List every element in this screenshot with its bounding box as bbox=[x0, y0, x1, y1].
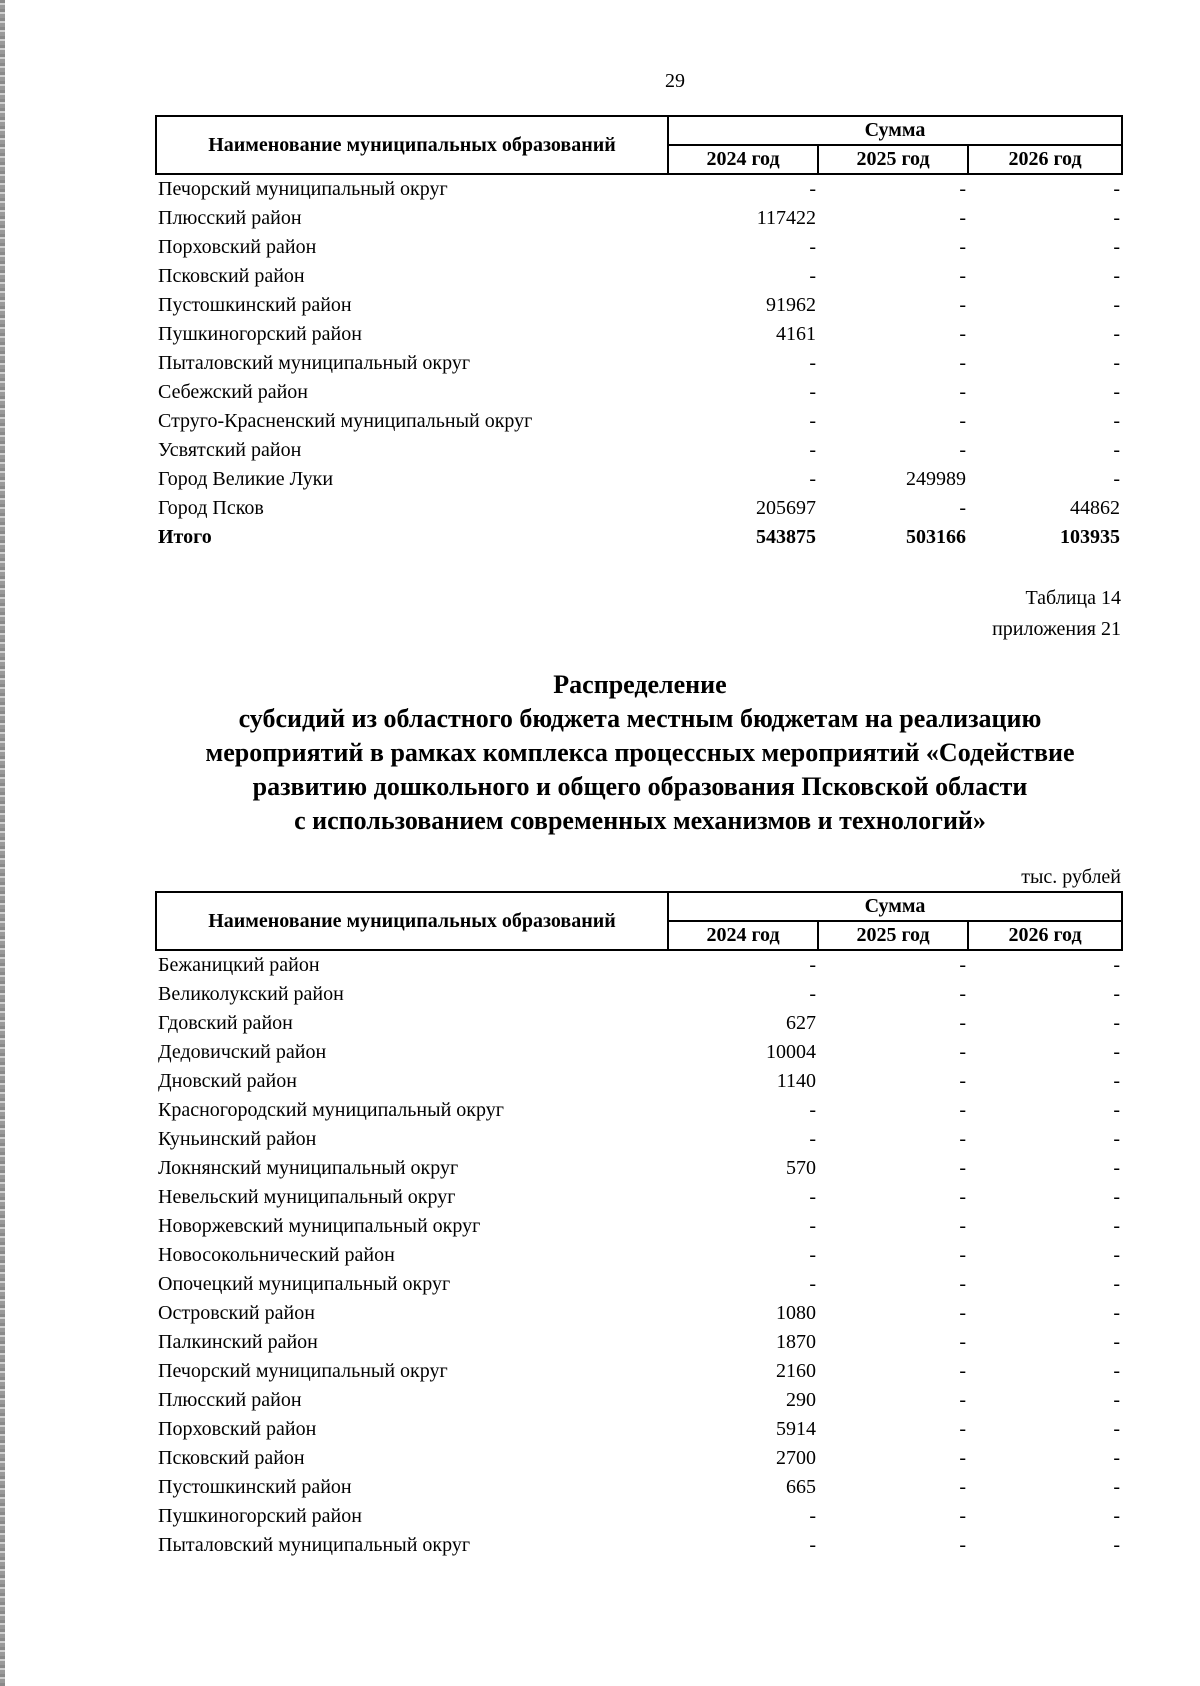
title-line: мероприятий в рамках комплекса процессных мероприятий «Содействие bbox=[205, 738, 1075, 767]
table-row bbox=[156, 262, 1122, 291]
table-row bbox=[156, 204, 1122, 233]
cell-2025: - bbox=[959, 1534, 966, 1556]
cell-2025: - bbox=[959, 1244, 966, 1266]
cell-name: Порховский район bbox=[158, 236, 317, 258]
title-line: с использованием современных механизмов и технологий» bbox=[294, 806, 986, 835]
cell-name: Гдовский район bbox=[158, 1012, 293, 1034]
cell-2024: - bbox=[809, 236, 816, 258]
table-row bbox=[156, 1183, 1122, 1212]
cell-name: Пыталовский муниципальный округ bbox=[158, 1534, 471, 1556]
table-row bbox=[156, 1502, 1122, 1531]
table-13-header bbox=[156, 116, 1122, 174]
cell-name: Пушкиногорский район bbox=[158, 1505, 362, 1527]
cell-2024: - bbox=[809, 352, 816, 374]
cell-2026: - bbox=[1113, 236, 1121, 258]
cell-2025: - bbox=[959, 178, 966, 200]
table-row bbox=[156, 349, 1122, 378]
cell-name: Порховский район bbox=[158, 1418, 317, 1440]
table-row bbox=[156, 1125, 1122, 1154]
table-row bbox=[156, 1473, 1122, 1502]
table-row bbox=[156, 494, 1122, 523]
cell-2025: - bbox=[959, 497, 966, 519]
cell-2026: - bbox=[1113, 1215, 1121, 1237]
title-line: Распределение bbox=[553, 670, 727, 699]
cell-name: Новоржевский муниципальный округ bbox=[158, 1215, 481, 1237]
cell-2026: - bbox=[1113, 1505, 1121, 1527]
cell-name: Дедовичский район bbox=[158, 1041, 327, 1063]
table-row bbox=[156, 1067, 1122, 1096]
cell-2026: - bbox=[1113, 1302, 1121, 1324]
column-header-2025: 2025 год bbox=[818, 145, 968, 174]
cell-2025: - bbox=[959, 1360, 966, 1382]
table-row bbox=[156, 1038, 1122, 1067]
cell-name: Бежаницкий район bbox=[158, 954, 320, 976]
column-header-sum: Сумма bbox=[668, 892, 1122, 921]
cell-name: Пустошкинский район bbox=[158, 294, 352, 316]
cell-name: Печорский муниципальный округ bbox=[158, 1360, 448, 1382]
cell-2026: - bbox=[1113, 381, 1121, 403]
cell-2026: - bbox=[1113, 265, 1121, 287]
table-row bbox=[156, 980, 1122, 1009]
table-row bbox=[156, 1531, 1122, 1560]
cell-2025: - bbox=[959, 1186, 966, 1208]
cell-2024: - bbox=[809, 178, 816, 200]
cell-2025: - bbox=[959, 1505, 966, 1527]
cell-2025: - bbox=[959, 1128, 966, 1150]
cell-2025: - bbox=[959, 294, 966, 316]
cell-name: Палкинский район bbox=[158, 1331, 318, 1353]
cell-2026: - bbox=[1113, 1099, 1121, 1121]
cell-2026: - bbox=[1113, 410, 1121, 432]
table-row bbox=[156, 174, 1122, 204]
total-row bbox=[156, 523, 1122, 552]
cell-name: Струго-Красненский муниципальный округ bbox=[158, 410, 533, 432]
cell-2024: - bbox=[809, 1273, 816, 1295]
cell-2026: 103935 bbox=[1060, 526, 1121, 548]
column-header-2026: 2026 год bbox=[968, 145, 1122, 174]
table-13-body bbox=[156, 174, 1122, 552]
cell-2024: - bbox=[809, 1244, 816, 1266]
table-row bbox=[156, 1299, 1122, 1328]
cell-2025: - bbox=[959, 983, 966, 1005]
cell-name: Город Великие Луки bbox=[158, 468, 334, 490]
page-number: 29 bbox=[665, 70, 685, 92]
table-row bbox=[156, 1386, 1122, 1415]
table-14-header bbox=[156, 892, 1122, 950]
cell-2025: - bbox=[959, 1476, 966, 1498]
cell-2026: 44862 bbox=[1070, 497, 1121, 519]
table-caption-appendix: приложения 21 bbox=[992, 618, 1121, 640]
cell-2024: 205697 bbox=[756, 497, 816, 519]
cell-2025: - bbox=[959, 1041, 966, 1063]
cell-2024: - bbox=[809, 983, 816, 1005]
cell-2025: - bbox=[959, 207, 966, 229]
table-row bbox=[156, 1328, 1122, 1357]
cell-name: Плюсский район bbox=[158, 1389, 302, 1411]
cell-2024: 2700 bbox=[776, 1447, 816, 1469]
cell-2026: - bbox=[1113, 1389, 1121, 1411]
table-row bbox=[156, 320, 1122, 349]
table-row bbox=[156, 465, 1122, 494]
cell-2025: - bbox=[959, 954, 966, 976]
column-header-2026: 2026 год bbox=[968, 921, 1122, 950]
cell-2024: 543875 bbox=[756, 526, 816, 548]
cell-2026: - bbox=[1113, 1128, 1121, 1150]
table-row bbox=[156, 1415, 1122, 1444]
cell-2024: 1140 bbox=[776, 1070, 816, 1092]
cell-2024: - bbox=[809, 1215, 816, 1237]
cell-2026: - bbox=[1113, 352, 1121, 374]
cell-2026: - bbox=[1113, 207, 1121, 229]
cell-2026: - bbox=[1113, 954, 1121, 976]
title-line: субсидий из областного бюджета местным бюджетам на реализацию bbox=[238, 704, 1042, 733]
cell-2026: - bbox=[1113, 323, 1121, 345]
cell-2024: 1870 bbox=[776, 1331, 816, 1353]
cell-2024: - bbox=[809, 1128, 816, 1150]
column-header-sum: Сумма bbox=[668, 116, 1122, 145]
cell-name: Великолукский район bbox=[158, 983, 344, 1005]
cell-2025: 249989 bbox=[906, 468, 966, 490]
cell-2024: - bbox=[809, 1186, 816, 1208]
cell-2025: - bbox=[959, 236, 966, 258]
cell-2025: - bbox=[959, 1099, 966, 1121]
cell-name: Локнянский муниципальный округ bbox=[158, 1157, 459, 1179]
cell-2024: 2160 bbox=[776, 1360, 816, 1382]
cell-2026: - bbox=[1113, 1041, 1121, 1063]
cell-2026: - bbox=[1113, 1244, 1121, 1266]
table-row bbox=[156, 407, 1122, 436]
table-13 bbox=[155, 115, 1123, 552]
cell-2025: - bbox=[959, 1447, 966, 1469]
cell-name: Псковский район bbox=[158, 1447, 305, 1469]
cell-2026: - bbox=[1113, 1331, 1121, 1353]
cell-2024: 1080 bbox=[776, 1302, 816, 1324]
cell-2026: - bbox=[1113, 1012, 1121, 1034]
cell-2025: - bbox=[959, 1418, 966, 1440]
cell-2024: 91962 bbox=[766, 294, 816, 316]
cell-2025: - bbox=[959, 323, 966, 345]
cell-2025: - bbox=[959, 1215, 966, 1237]
table-caption-number: Таблица 14 bbox=[1025, 587, 1121, 609]
cell-2026: - bbox=[1113, 1534, 1121, 1556]
cell-2026: - bbox=[1113, 1186, 1121, 1208]
cell-2024: - bbox=[809, 954, 816, 976]
cell-2025: - bbox=[959, 1389, 966, 1411]
cell-name: Островский район bbox=[158, 1302, 315, 1324]
cell-2024: 627 bbox=[786, 1012, 816, 1034]
cell-2025: - bbox=[959, 1302, 966, 1324]
cell-2025: - bbox=[959, 352, 966, 374]
cell-name: Пыталовский муниципальный округ bbox=[158, 352, 471, 374]
cell-2024: - bbox=[809, 265, 816, 287]
table-row bbox=[156, 1241, 1122, 1270]
cell-name: Куньинский район bbox=[158, 1128, 317, 1150]
table-row bbox=[156, 291, 1122, 320]
cell-2025: - bbox=[959, 439, 966, 461]
cell-2024: 665 bbox=[786, 1476, 816, 1498]
cell-2026: - bbox=[1113, 1157, 1121, 1179]
cell-2024: - bbox=[809, 1099, 816, 1121]
table-row bbox=[156, 436, 1122, 465]
cell-2024: - bbox=[809, 468, 816, 490]
column-header-name: Наименование муниципальных образований bbox=[156, 116, 668, 174]
cell-2024: - bbox=[809, 381, 816, 403]
cell-2026: - bbox=[1113, 294, 1121, 316]
cell-2025: - bbox=[959, 1273, 966, 1295]
cell-name: Красногородский муниципальный округ bbox=[158, 1099, 504, 1121]
cell-2025: - bbox=[959, 1012, 966, 1034]
cell-name: Пустошкинский район bbox=[158, 1476, 352, 1498]
scan-edge bbox=[0, 0, 5, 1686]
cell-2025: - bbox=[959, 410, 966, 432]
table-row bbox=[156, 950, 1122, 980]
table-caption bbox=[992, 583, 1121, 645]
cell-name: Дновский район bbox=[158, 1070, 297, 1092]
title-line: развитию дошкольного и общего образования Псковской области bbox=[252, 772, 1028, 801]
table-row bbox=[156, 1357, 1122, 1386]
table-row bbox=[156, 378, 1122, 407]
cell-2025: - bbox=[959, 381, 966, 403]
cell-2026: - bbox=[1113, 1476, 1121, 1498]
cell-name: Псковский район bbox=[158, 265, 305, 287]
table-row bbox=[156, 233, 1122, 262]
cell-2025: 503166 bbox=[906, 526, 966, 548]
unit-label: тыс. рублей bbox=[1021, 866, 1121, 888]
cell-2026: - bbox=[1113, 439, 1121, 461]
cell-2024: - bbox=[809, 439, 816, 461]
cell-2026: - bbox=[1113, 178, 1121, 200]
cell-2024: 10004 bbox=[766, 1041, 816, 1063]
column-header-name: Наименование муниципальных образований bbox=[156, 892, 668, 950]
cell-2024: 570 bbox=[786, 1157, 816, 1179]
cell-2025: - bbox=[959, 1070, 966, 1092]
table-14 bbox=[155, 891, 1123, 1560]
column-header-2024: 2024 год bbox=[668, 145, 818, 174]
cell-name: Себежский район bbox=[158, 381, 308, 403]
cell-2025: - bbox=[959, 265, 966, 287]
cell-name: Печорский муниципальный округ bbox=[158, 178, 448, 200]
cell-name: Невельский муниципальный округ bbox=[158, 1186, 456, 1208]
cell-2024: 290 bbox=[786, 1389, 816, 1411]
cell-name: Пушкиногорский район bbox=[158, 323, 362, 345]
cell-name: Город Псков bbox=[158, 497, 264, 519]
cell-name: Опочецкий муниципальный округ bbox=[158, 1273, 451, 1295]
cell-2024: - bbox=[809, 410, 816, 432]
cell-2026: - bbox=[1113, 1447, 1121, 1469]
cell-2024: 117422 bbox=[756, 207, 816, 229]
cell-2024: 5914 bbox=[776, 1418, 816, 1440]
document-title bbox=[100, 668, 1180, 838]
cell-name: Плюсский район bbox=[158, 207, 302, 229]
column-header-2025: 2025 год bbox=[818, 921, 968, 950]
cell-2026: - bbox=[1113, 1360, 1121, 1382]
table-row bbox=[156, 1009, 1122, 1038]
cell-name: Новосокольнический район bbox=[158, 1244, 395, 1266]
cell-2025: - bbox=[959, 1331, 966, 1353]
cell-2026: - bbox=[1113, 468, 1121, 490]
cell-2024: 4161 bbox=[776, 323, 816, 345]
column-header-2024: 2024 год bbox=[668, 921, 818, 950]
table-14-body bbox=[156, 950, 1122, 1560]
table-row bbox=[156, 1212, 1122, 1241]
cell-name: Усвятский район bbox=[158, 439, 302, 461]
cell-2025: - bbox=[959, 1157, 966, 1179]
cell-2024: - bbox=[809, 1505, 816, 1527]
cell-2026: - bbox=[1113, 983, 1121, 1005]
cell-2026: - bbox=[1113, 1273, 1121, 1295]
cell-2024: - bbox=[809, 1534, 816, 1556]
table-row bbox=[156, 1444, 1122, 1473]
cell-2026: - bbox=[1113, 1070, 1121, 1092]
table-row bbox=[156, 1154, 1122, 1183]
table-row bbox=[156, 1270, 1122, 1299]
cell-name: Итого bbox=[158, 526, 212, 548]
table-row bbox=[156, 1096, 1122, 1125]
cell-2026: - bbox=[1113, 1418, 1121, 1440]
